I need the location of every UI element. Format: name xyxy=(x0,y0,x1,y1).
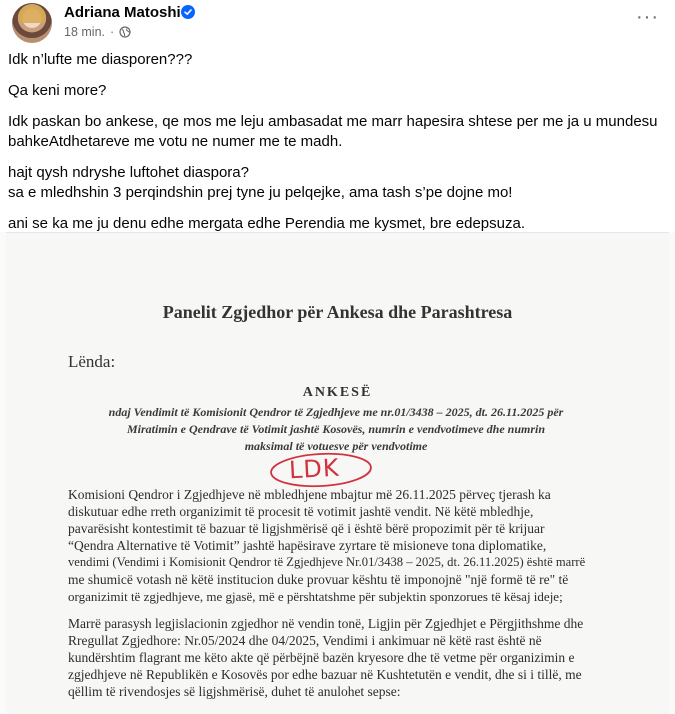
subtitle-line: ndaj Vendimit të Komisionit Qendror të Zgjedhjeve me nr.01/3438 – 2025, dt. 26.11.2025 për xyxy=(108,405,564,419)
document-subject: Lënda: xyxy=(68,352,116,371)
author-avatar[interactable] xyxy=(12,3,52,43)
post-header xyxy=(12,0,663,48)
post-meta xyxy=(64,25,131,39)
meta-separator: · xyxy=(110,25,115,39)
document-subtitle xyxy=(86,404,586,455)
globe-icon[interactable] xyxy=(119,26,131,38)
document-heading: ANKESË xyxy=(302,385,373,400)
post-photo[interactable] xyxy=(0,232,675,714)
post-time[interactable]: 18 min. xyxy=(64,25,105,39)
paragraph-line: diskutuar edhe rreth organizimit të procesit të votimit jashtë vendit. Në këtë mbledhje, xyxy=(68,504,534,519)
stamp-label: LDK xyxy=(288,453,341,485)
document-title: Panelit Zgjedhor për Ankesa dhe Parashtresa xyxy=(162,302,513,322)
post-line: ani se ka me ju denu edhe mergata edhe Perendia me kysmet, bre edepsuza. xyxy=(8,215,525,232)
subtitle-line: maksimal të votuesve për vendvotime xyxy=(244,439,428,453)
paragraph-line: Marrë parasysh legjislacionin zgjedhor në vendin tonë, Ligjin për Zgjedhjet e Përgjithshme dhe xyxy=(68,616,584,631)
paragraph-line: “Qendra Alternative të Votimit” jashtë hapësirave zyrtare të misioneve tona diplomatike, xyxy=(68,538,547,553)
post-line: Idk n’lufte me diasporen??? xyxy=(8,51,193,68)
paragraph-line: Rregullat Zgjedhore: Nr.05/2024 dhe 04/2025, Vendimi i ankimuar në këtë rast është në xyxy=(68,633,542,648)
post-line: Qa keni more? xyxy=(8,82,107,99)
handwritten-ldk-stamp xyxy=(268,450,374,490)
ellipsis-icon[interactable]: ··· xyxy=(636,6,659,28)
paragraph-line: qëllim të rivendosjes së ligjshmërisë, duhet të anulohet sepse: xyxy=(68,684,401,699)
paragraph-line: kundërshtim flagrant me këto akte që përbëjnë bazën kryesore dhe të vetme për organizimin e xyxy=(68,650,575,665)
paragraph-line: pavarësisht kontestimit të bazuar të ligjshmërisë që i është bërë propozimit për të krijuar xyxy=(68,521,545,536)
document-paragraph xyxy=(68,486,608,605)
author-name[interactable]: Adriana Matoshi xyxy=(64,4,181,21)
paragraph-line: organizimit të zgjedhjeve, me gjasë, më e përshtatshme për subjektin sponzorues të kësaj ideje; xyxy=(68,589,563,604)
post-line: Idk paskan bo ankese, qe mos me leju ambasadat me marr hapesira shtese per me ja u mundesu bahkeAtdhetareve me votu ne numer me te madh. xyxy=(8,113,658,150)
paragraph-line: me shumicë votash në këtë institucion duke provuar kështu të imponojnë "një formë të re" të xyxy=(68,572,569,587)
post-line: sa e mledhshin 3 perqindshin prej tyne ju pelqejke, ama tash s’pe dojne mo! xyxy=(8,184,513,201)
document-paragraph xyxy=(68,615,608,700)
post-line: hajt qysh ndryshe luftohet diaspora? xyxy=(8,164,249,181)
paragraph-line: Komisioni Qendror i Zgjedhjeve në mbledhjene mbajtur më 26.11.2025 përveç tjerash ka xyxy=(68,487,551,502)
document-page xyxy=(6,232,669,714)
paragraph-line: vendimi (Vendimi i Komisionit Qendror të Zgjedhjeve Nr.01/3438 – 2025, dt. 26.11.2025) është marrë xyxy=(68,555,586,569)
subtitle-line: Miratimin e Qendrave të Votimit jashtë Kosovës, numrin e vendvotimeve dhe numrin xyxy=(126,422,545,436)
post-text xyxy=(8,50,658,245)
verified-badge-icon xyxy=(181,5,195,19)
paragraph-line: zgjedhjeve në Republikën e Kosovës por edhe bazuar në Kushtetutën e vendit, dhe si i tillë, me xyxy=(68,667,582,682)
